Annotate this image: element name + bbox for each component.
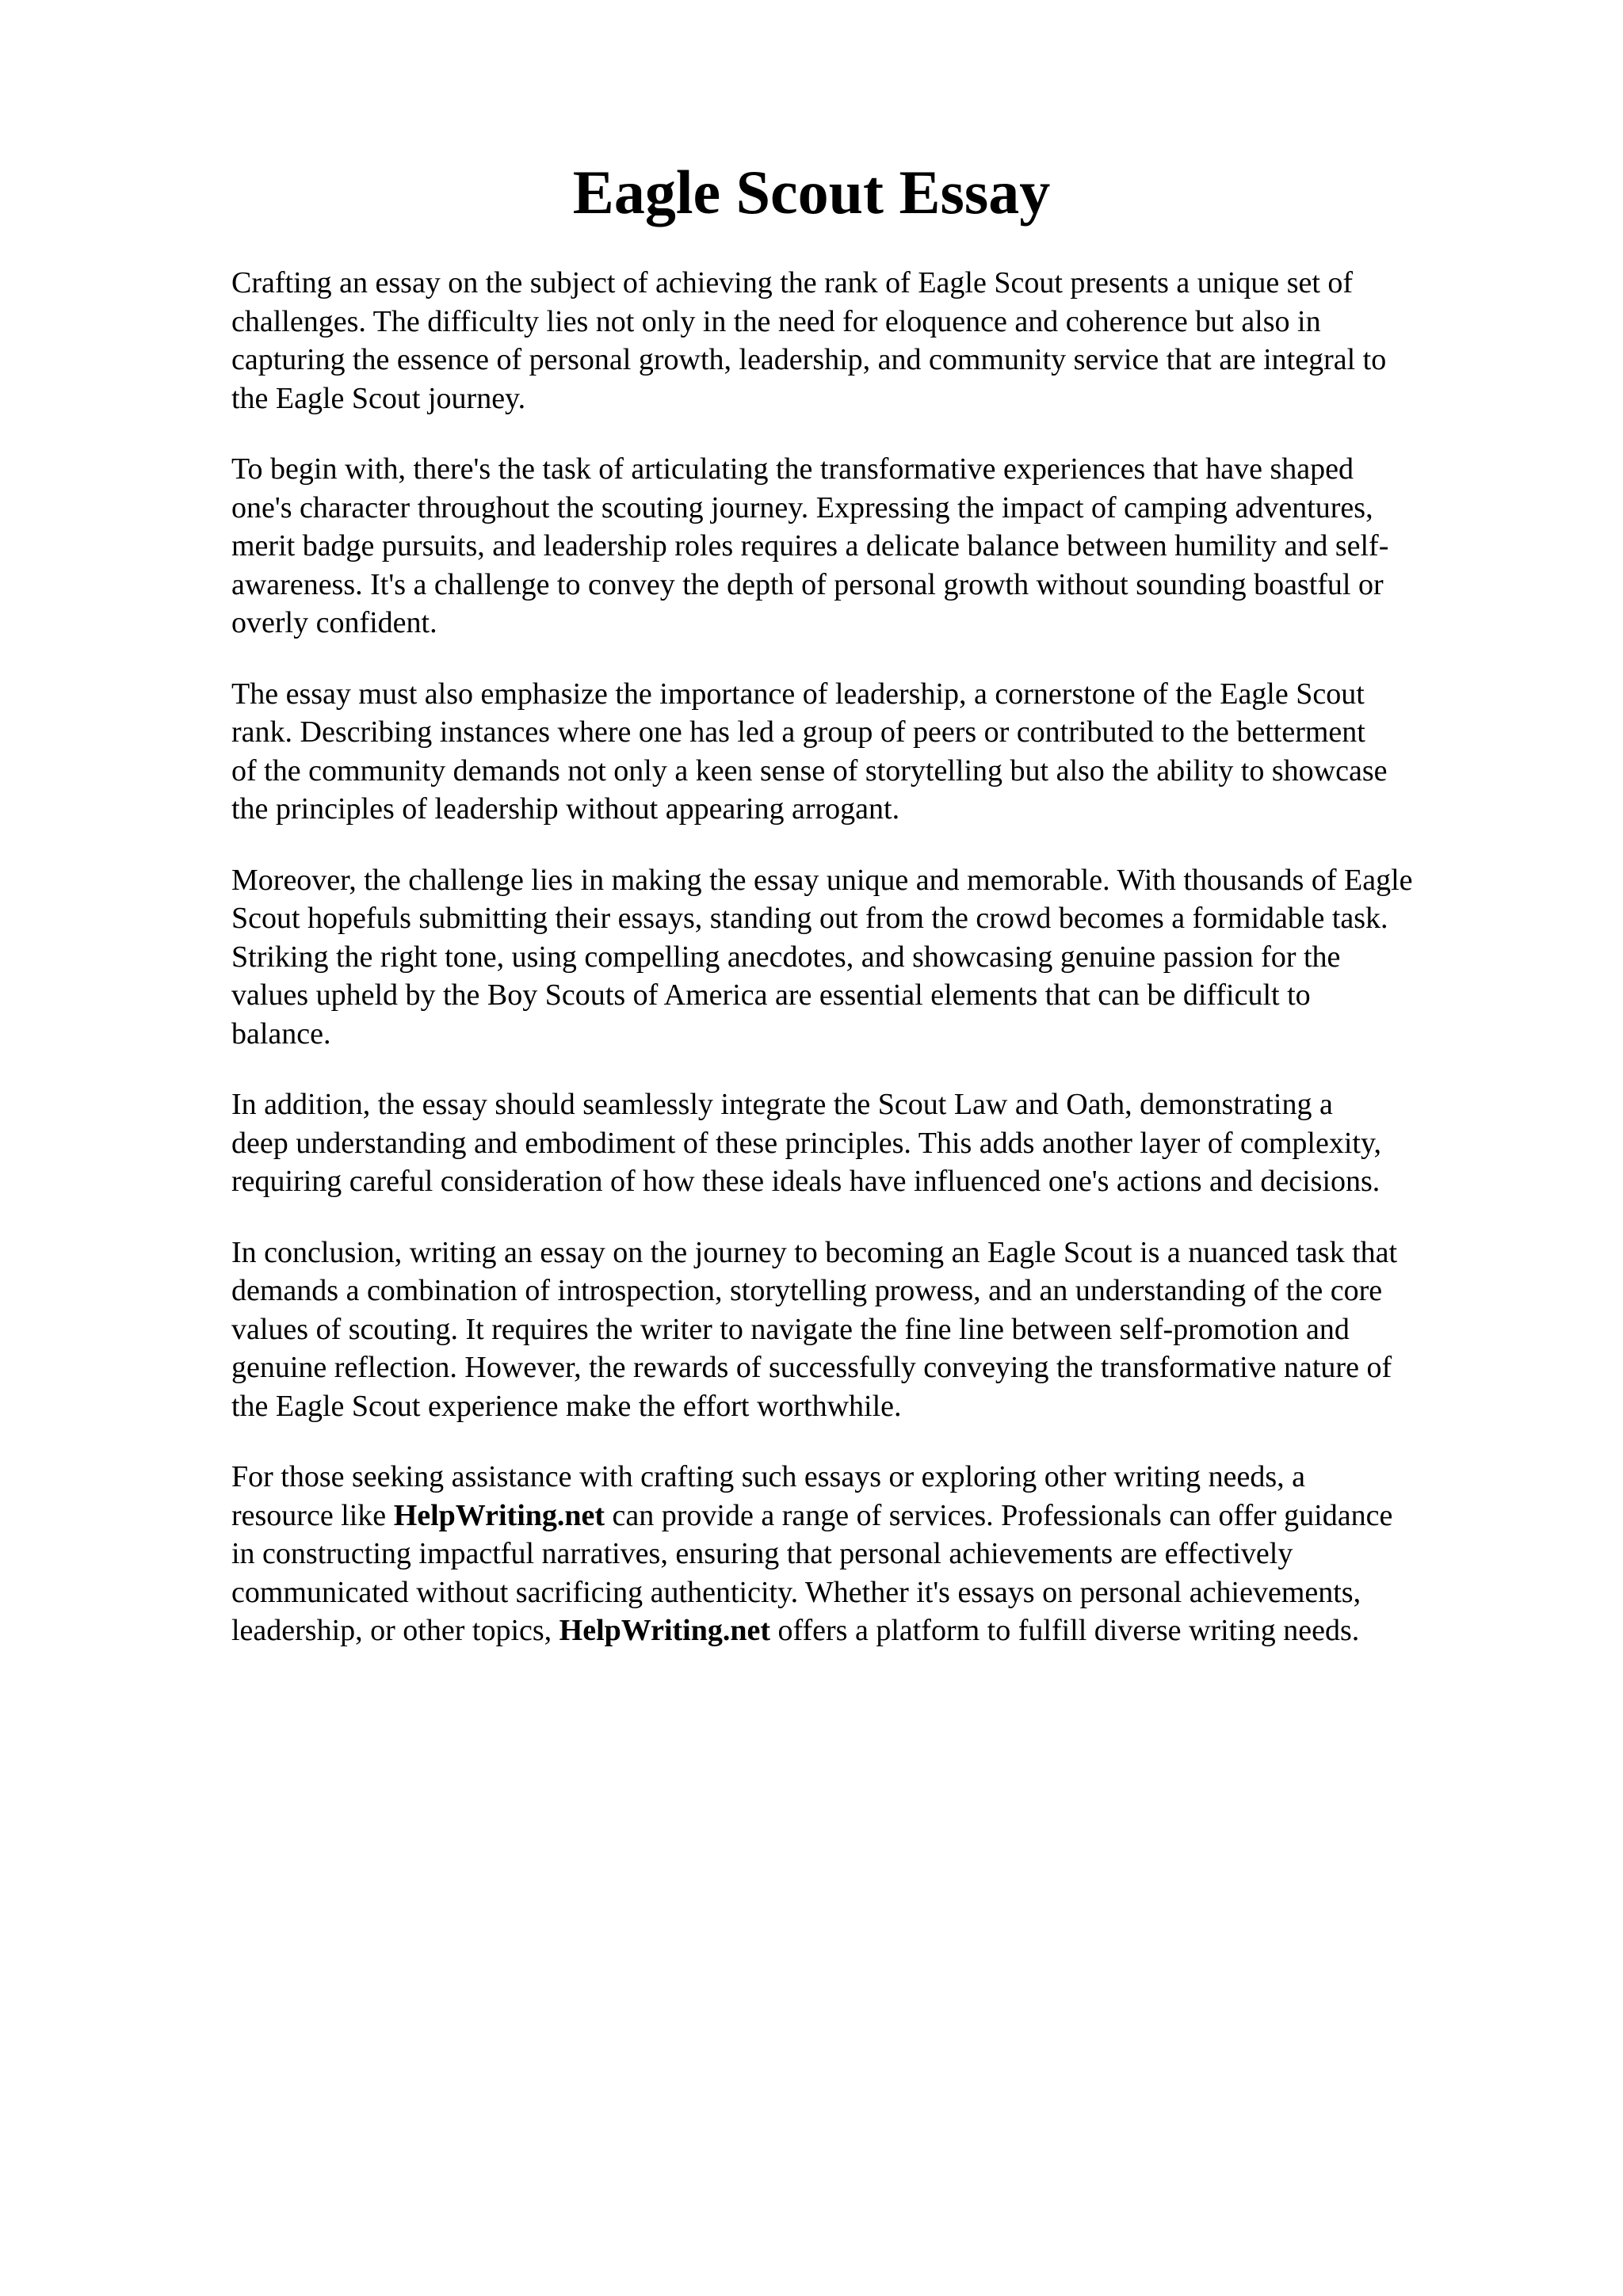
text-line: capturing the essence of personal growth, leadership, and community service that are integral to bbox=[231, 343, 1387, 376]
text-fragment: leadership, or other topics, bbox=[231, 1614, 559, 1647]
text-line: the Eagle Scout experience make the effort worthwhile. bbox=[231, 1389, 902, 1423]
paragraph-7 bbox=[231, 1458, 1531, 1650]
text-line: requiring careful consideration of how these ideals have influenced one's actions and decisions. bbox=[231, 1165, 1381, 1198]
text-line: demands a combination of introspection, storytelling prowess, and an understanding of the core bbox=[231, 1274, 1383, 1307]
text-line: Moreover, the challenge lies in making the essay unique and memorable. With thousands of Eagle bbox=[231, 863, 1413, 897]
paragraph-6 bbox=[231, 1234, 1531, 1426]
text-line: the principles of leadership without appearing arrogant. bbox=[231, 792, 900, 826]
paragraph-1 bbox=[231, 264, 1531, 418]
text-line: challenges. The difficulty lies not only in the need for eloquence and coherence but also in bbox=[231, 304, 1321, 338]
text-line: values upheld by the Boy Scouts of America are essential elements that can be difficult to bbox=[231, 978, 1311, 1012]
text-line: genuine reflection. However, the rewards of successfully conveying the transformative nature of bbox=[231, 1351, 1392, 1384]
essay-body bbox=[231, 264, 1531, 1683]
text-line: balance. bbox=[231, 1016, 331, 1051]
paragraph-2 bbox=[231, 450, 1531, 643]
text-line: rank. Describing instances where one has led a group of peers or contributed to the betterment bbox=[231, 715, 1365, 749]
text-line: deep understanding and embodiment of these principles. This adds another layer of complexity, bbox=[231, 1126, 1381, 1160]
text-fragment: can provide a range of services. Professionals can offer guidance bbox=[605, 1498, 1393, 1532]
text-line: values of scouting. It requires the writer to navigate the fine line between self-promotion and bbox=[231, 1312, 1350, 1346]
text-line: overly confident. bbox=[231, 606, 437, 639]
text-line: In conclusion, writing an essay on the journey to becoming an Eagle Scout is a nuanced task that bbox=[231, 1235, 1398, 1269]
text-fragment: offers a platform to fulfill diverse writing needs. bbox=[770, 1614, 1360, 1647]
text-line: For those seeking assistance with crafting such essays or exploring other writing needs, a bbox=[231, 1460, 1306, 1493]
text-line-with-link bbox=[231, 1611, 1531, 1650]
text-line: Striking the right tone, using compelling anecdotes, and showcasing genuine passion for the bbox=[231, 940, 1341, 974]
text-line: of the community demands not only a keen sense of storytelling but also the ability to showcase bbox=[231, 753, 1388, 788]
text-line: merit badge pursuits, and leadership roles requires a delicate balance between humility and self- bbox=[231, 529, 1389, 563]
text-line: The essay must also emphasize the importance of leadership, a cornerstone of the Eagle Scout bbox=[231, 677, 1365, 711]
text-line: In addition, the essay should seamlessly integrate the Scout Law and Oath, demonstrating a bbox=[231, 1088, 1333, 1121]
text-line: the Eagle Scout journey. bbox=[231, 381, 526, 415]
text-line: communicated without sacrificing authenticity. Whether it's essays on personal achievements, bbox=[231, 1575, 1361, 1609]
page-title: Eagle Scout Essay bbox=[572, 158, 1051, 227]
paragraph-5 bbox=[231, 1085, 1531, 1201]
text-line: Scout hopefuls submitting their essays, standing out from the crowd becomes a formidable task. bbox=[231, 902, 1388, 935]
text-line: one's character throughout the scouting journey. Expressing the impact of camping adventures, bbox=[231, 490, 1373, 524]
text-line: awareness. It's a challenge to convey the depth of personal growth without sounding boastful or bbox=[231, 567, 1384, 601]
paragraph-3 bbox=[231, 675, 1531, 829]
text-line: To begin with, there's the task of articulating the transformative experiences that have shaped bbox=[231, 452, 1354, 486]
text-line-with-link bbox=[231, 1497, 1531, 1535]
paragraph-4 bbox=[231, 861, 1531, 1054]
helpwriting-link[interactable]: HelpWriting.net bbox=[559, 1614, 771, 1647]
helpwriting-link[interactable]: HelpWriting.net bbox=[393, 1498, 605, 1532]
text-fragment: resource like bbox=[231, 1498, 394, 1532]
text-line: in constructing impactful narratives, ensuring that personal achievements are effectively bbox=[231, 1537, 1293, 1570]
text-line: Crafting an essay on the subject of achieving the rank of Eagle Scout presents a unique set of bbox=[231, 266, 1354, 299]
